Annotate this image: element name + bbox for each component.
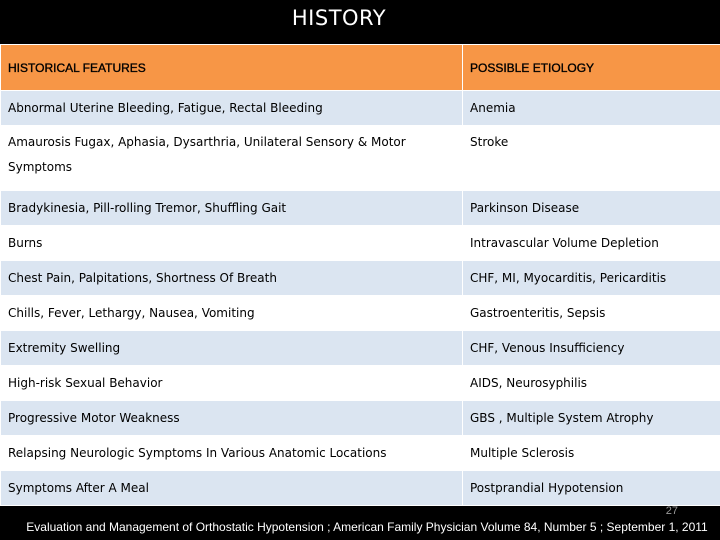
etiology-cell: Gastroenteritis, Sepsis <box>463 296 720 331</box>
etiology-cell: GBS , Multiple System Atrophy <box>463 401 720 436</box>
table-row <box>1 471 720 506</box>
table-row <box>1 366 720 401</box>
feature-cell: Amaurosis Fugax, Aphasia, Dysarthria, Unilateral Sensory & Motor Symptoms <box>1 126 463 191</box>
etiology-cell: CHF, Venous Insufficiency <box>463 331 720 366</box>
feature-cell: Relapsing Neurologic Symptoms In Various Anatomic Locations <box>1 436 463 471</box>
etiology-cell: AIDS, Neurosyphilis <box>463 366 720 401</box>
table-row <box>1 91 720 126</box>
feature-cell: Symptoms After A Meal <box>1 471 463 506</box>
header-possible-etiology: POSSIBLE ETIOLOGY <box>463 45 720 91</box>
etiology-cell: Postprandial Hypotension <box>463 471 720 506</box>
table-row <box>1 401 720 436</box>
slide-title: HISTORY <box>291 6 387 30</box>
table-row <box>1 261 720 296</box>
etiology-cell: Stroke <box>463 126 720 191</box>
etiology-cell: CHF, MI, Myocarditis, Pericarditis <box>463 261 720 296</box>
feature-cell: Bradykinesia, Pill-rolling Tremor, Shuffling Gait <box>1 191 463 226</box>
feature-cell: High-risk Sexual Behavior <box>1 366 463 401</box>
table-row <box>1 126 720 191</box>
history-table <box>0 44 720 506</box>
etiology-cell: Parkinson Disease <box>463 191 720 226</box>
etiology-cell: Multiple Sclerosis <box>463 436 720 471</box>
table-row <box>1 296 720 331</box>
table-row <box>1 331 720 366</box>
table-row <box>1 436 720 471</box>
header-historical-features: HISTORICAL FEATURES <box>1 45 463 91</box>
etiology-cell: Intravascular Volume Depletion <box>463 226 720 261</box>
source-citation: Evaluation and Management of Orthostatic Hypotension ; American Family Physician Volume 84, Number 5 ; September 1, 2011 <box>26 520 708 534</box>
feature-cell: Progressive Motor Weakness <box>1 401 463 436</box>
feature-cell: Chest Pain, Palpitations, Shortness Of Breath <box>1 261 463 296</box>
feature-cell: Chills, Fever, Lethargy, Nausea, Vomiting <box>1 296 463 331</box>
etiology-cell: Anemia <box>463 91 720 126</box>
table-header-row <box>1 45 720 91</box>
page-number: 27 <box>665 505 678 517</box>
feature-cell: Extremity Swelling <box>1 331 463 366</box>
feature-cell: Abnormal Uterine Bleeding, Fatigue, Rectal Bleeding <box>1 91 463 126</box>
table-row <box>1 191 720 226</box>
table-row <box>1 226 720 261</box>
feature-cell: Burns <box>1 226 463 261</box>
